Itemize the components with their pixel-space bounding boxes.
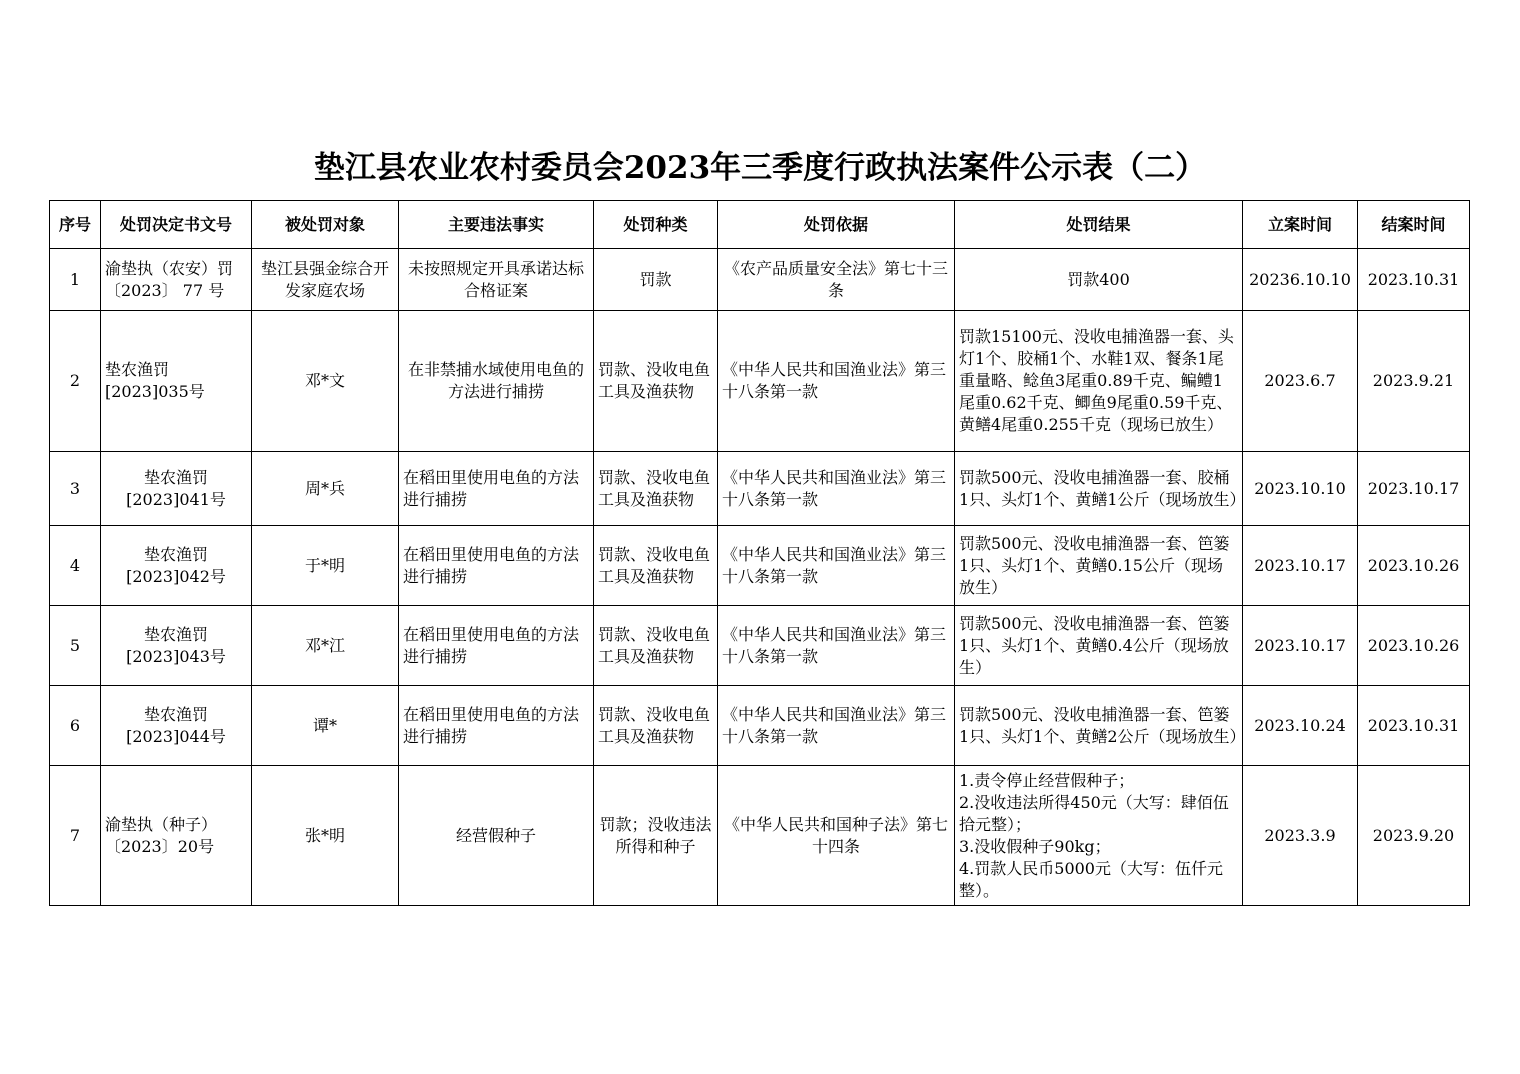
penalized-party: 谭* xyxy=(252,686,399,766)
penalized-party: 于*明 xyxy=(252,526,399,606)
decision-doc-number: 垫农渔罚[2023]042号 xyxy=(101,526,252,606)
filing-date: 2023.10.24 xyxy=(1243,686,1358,766)
penalty-result: 罚款500元、没收电捕渔器一套、胶桶1只、头灯1个、黄鳝1公斤（现场放生） xyxy=(955,452,1243,526)
header-cell: 立案时间 xyxy=(1243,201,1358,249)
penalty-type: 罚款；没收违法所得和种子 xyxy=(594,766,718,906)
penalty-type: 罚款、没收电鱼工具及渔获物 xyxy=(594,686,718,766)
penalty-result: 罚款15100元、没收电捕渔器一套、头灯1个、胶桶1个、水鞋1双、餐条1尾重量略、鲶鱼3尾重0.89千克、鳊鳢1尾重0.62千克、鲫鱼9尾重0.59千克、黄鳝4尾重0.255千克（现场已放生） xyxy=(955,311,1243,452)
filing-date: 2023.10.17 xyxy=(1243,526,1358,606)
closing-date: 2023.9.21 xyxy=(1358,311,1470,452)
header-cell: 处罚决定书文号 xyxy=(101,201,252,249)
violation-facts: 在稻田里使用电鱼的方法进行捕捞 xyxy=(399,526,594,606)
violation-facts: 在稻田里使用电鱼的方法进行捕捞 xyxy=(399,686,594,766)
penalty-basis: 《中华人民共和国渔业法》第三十八条第一款 xyxy=(718,606,955,686)
row-number: 6 xyxy=(50,686,101,766)
penalized-party: 周*兵 xyxy=(252,452,399,526)
penalty-result: 罚款400 xyxy=(955,249,1243,311)
violation-facts: 在非禁捕水域使用电鱼的方法进行捕捞 xyxy=(399,311,594,452)
penalized-party: 邓*文 xyxy=(252,311,399,452)
table-row xyxy=(50,249,1470,311)
filing-date: 20236.10.10 xyxy=(1243,249,1358,311)
header-cell: 被处罚对象 xyxy=(252,201,399,249)
closing-date: 2023.9.20 xyxy=(1358,766,1470,906)
header-cell: 序号 xyxy=(50,201,101,249)
page-title: 垫江县农业农村委员会2023年三季度行政执法案件公示表（二） xyxy=(313,150,1207,186)
penalty-result: 罚款500元、没收电捕渔器一套、笆篓1只、头灯1个、黄鳝0.15公斤（现场放生） xyxy=(955,526,1243,606)
violation-facts: 在稻田里使用电鱼的方法进行捕捞 xyxy=(399,452,594,526)
result-line: 3.没收假种子90kg； xyxy=(959,836,1111,856)
penalty-basis: 《中华人民共和国渔业法》第三十八条第一款 xyxy=(718,311,955,452)
penalty-basis: 《中华人民共和国渔业法》第三十八条第一款 xyxy=(718,686,955,766)
filing-date: 2023.3.9 xyxy=(1243,766,1358,906)
table-row xyxy=(50,452,1470,526)
row-number: 1 xyxy=(50,249,101,311)
penalty-result xyxy=(955,766,1243,906)
penalty-result: 罚款500元、没收电捕渔器一套、笆篓1只、头灯1个、黄鳝2公斤（现场放生） xyxy=(955,686,1243,766)
row-number: 5 xyxy=(50,606,101,686)
closing-date: 2023.10.26 xyxy=(1358,606,1470,686)
filing-date: 2023.6.7 xyxy=(1243,311,1358,452)
filing-date: 2023.10.10 xyxy=(1243,452,1358,526)
closing-date: 2023.10.31 xyxy=(1358,686,1470,766)
table-row xyxy=(50,311,1470,452)
row-number: 7 xyxy=(50,766,101,906)
decision-doc-number: 垫农渔罚[2023]043号 xyxy=(101,606,252,686)
decision-doc-number: 垫农渔罚[2023]035号 xyxy=(101,311,252,452)
penalty-type: 罚款、没收电鱼工具及渔获物 xyxy=(594,311,718,452)
decision-doc-number: 渝垫执（农安）罚〔2023〕 77 号 xyxy=(101,249,252,311)
penalty-basis: 《农产品质量安全法》第七十三条 xyxy=(718,249,955,311)
penalized-party: 张*明 xyxy=(252,766,399,906)
penalty-type: 罚款、没收电鱼工具及渔获物 xyxy=(594,452,718,526)
table-row xyxy=(50,526,1470,606)
table-row xyxy=(50,606,1470,686)
violation-facts: 在稻田里使用电鱼的方法进行捕捞 xyxy=(399,606,594,686)
closing-date: 2023.10.31 xyxy=(1358,249,1470,311)
table-row xyxy=(50,766,1470,906)
header-cell: 结案时间 xyxy=(1358,201,1470,249)
violation-facts: 未按照规定开具承诺达标合格证案 xyxy=(399,249,594,311)
decision-doc-number: 垫农渔罚[2023]041号 xyxy=(101,452,252,526)
result-line: 4.罚款人民币5000元（大写：伍仟元整）。 xyxy=(959,858,1223,900)
result-line: 1.责令停止经营假种子； xyxy=(959,770,1135,790)
header-cell: 处罚结果 xyxy=(955,201,1243,249)
row-number: 4 xyxy=(50,526,101,606)
violation-facts: 经营假种子 xyxy=(399,766,594,906)
header-row xyxy=(50,201,1470,249)
closing-date: 2023.10.17 xyxy=(1358,452,1470,526)
penalty-basis: 《中华人民共和国渔业法》第三十八条第一款 xyxy=(718,452,955,526)
decision-doc-number: 垫农渔罚[2023]044号 xyxy=(101,686,252,766)
penalty-result: 罚款500元、没收电捕渔器一套、笆篓1只、头灯1个、黄鳝0.4公斤（现场放生） xyxy=(955,606,1243,686)
header-cell: 主要违法事实 xyxy=(399,201,594,249)
penalty-type: 罚款 xyxy=(594,249,718,311)
closing-date: 2023.10.26 xyxy=(1358,526,1470,606)
penalty-basis: 《中华人民共和国渔业法》第三十八条第一款 xyxy=(718,526,955,606)
penalty-basis: 《中华人民共和国种子法》第七十四条 xyxy=(718,766,955,906)
row-number: 3 xyxy=(50,452,101,526)
filing-date: 2023.10.17 xyxy=(1243,606,1358,686)
result-line: 2.没收违法所得450元（大写：肆佰伍拾元整）； xyxy=(959,792,1229,834)
penalized-party: 垫江县强金综合开发家庭农场 xyxy=(252,249,399,311)
header-cell: 处罚种类 xyxy=(594,201,718,249)
case-table xyxy=(49,200,1470,906)
header-cell: 处罚依据 xyxy=(718,201,955,249)
penalty-type: 罚款、没收电鱼工具及渔获物 xyxy=(594,606,718,686)
decision-doc-number: 渝垫执（种子）〔2023〕20号 xyxy=(101,766,252,906)
table-row xyxy=(50,686,1470,766)
penalized-party: 邓*江 xyxy=(252,606,399,686)
penalty-type: 罚款、没收电鱼工具及渔获物 xyxy=(594,526,718,606)
row-number: 2 xyxy=(50,311,101,452)
